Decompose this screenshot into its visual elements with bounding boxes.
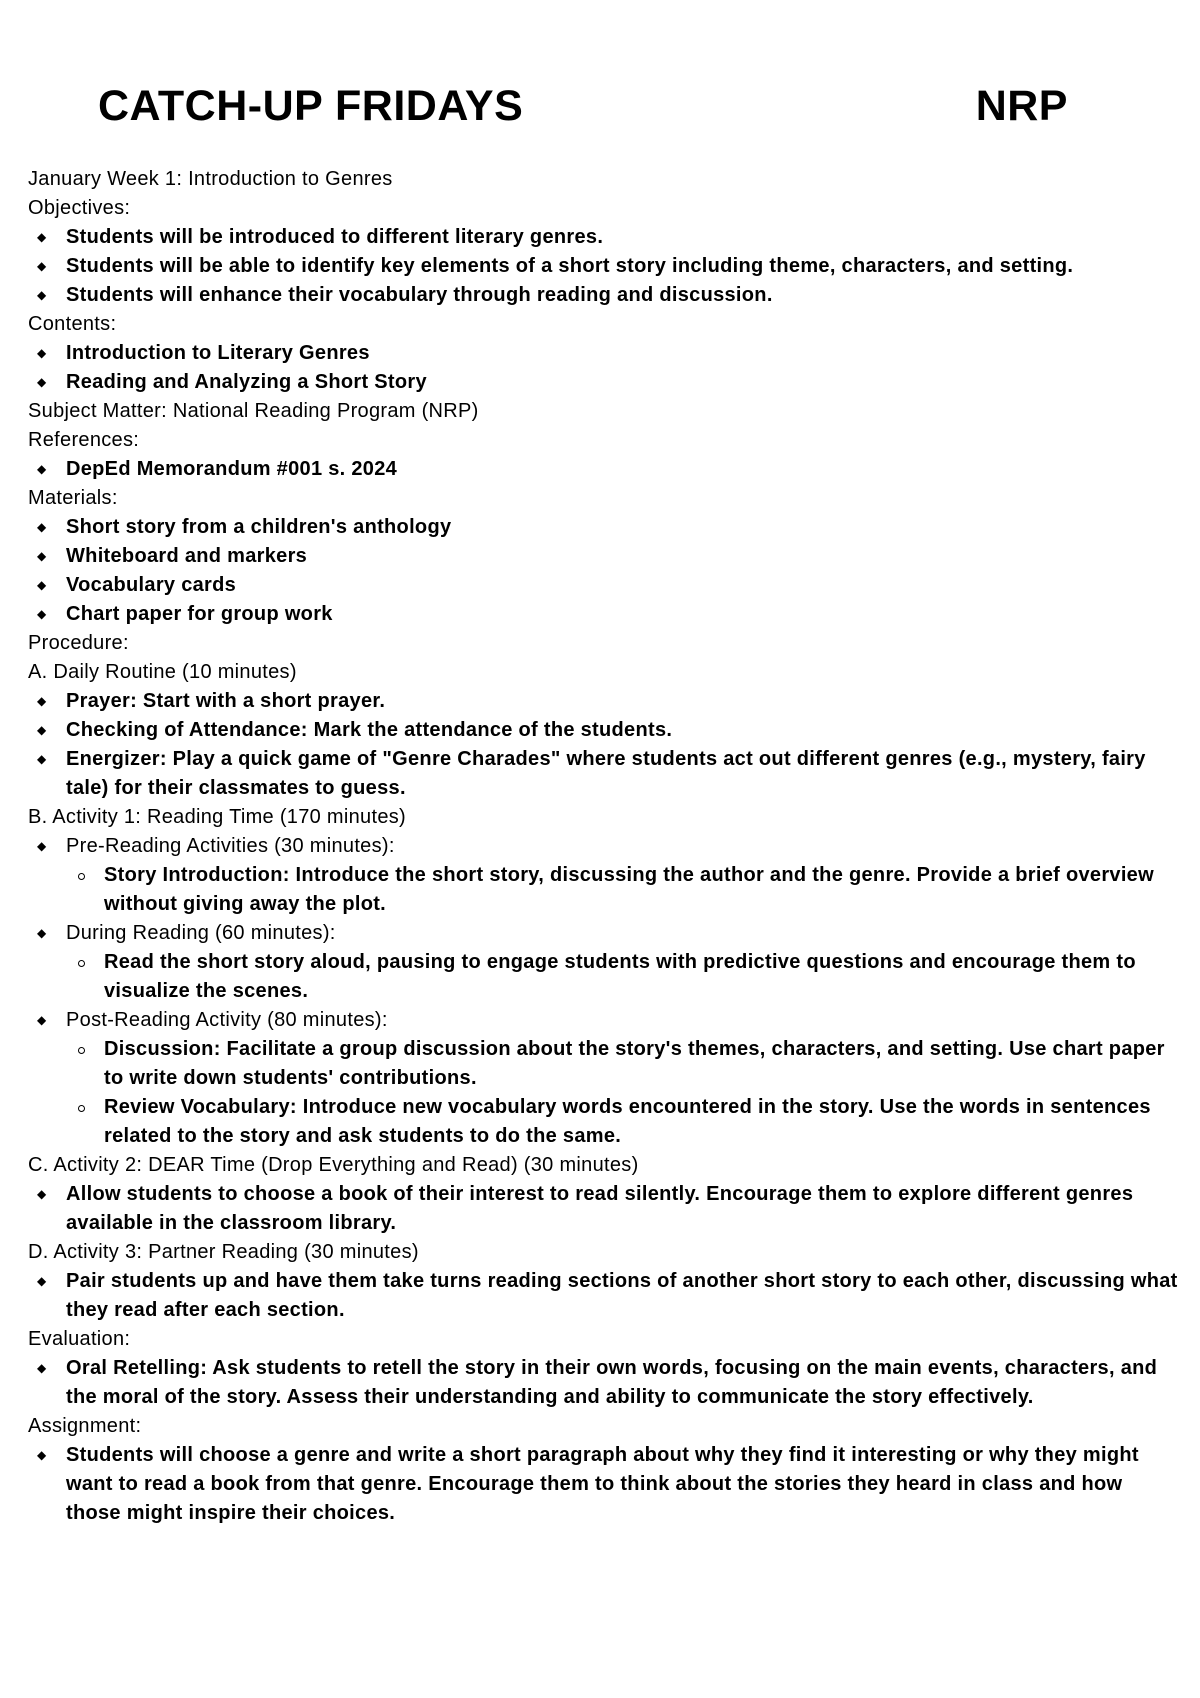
procedure-d-heading: D. Activity 3: Partner Reading (30 minutes) — [28, 1241, 419, 1263]
procedure-d-list — [28, 1267, 1178, 1325]
list-item — [28, 919, 1178, 1006]
list-item: ◆ Pair students up and have them take turns reading sections of another short story to each other, discussing what they read after each section. — [28, 1267, 1178, 1325]
procedure-heading: Procedure: — [28, 632, 129, 654]
list-item — [28, 1006, 1178, 1151]
list-item: ◆ Students will choose a genre and write a short paragraph about why they find it interesting or why they might want to read a book from that genre. Encourage them to think about the stories they heard in class and how those might inspire their choices. — [28, 1441, 1178, 1528]
procedure-a-list — [28, 687, 1178, 803]
list-item: ◆ Prayer: Start with a short prayer. — [28, 687, 1178, 716]
sub-list-item: Discussion: Facilitate a group discussion about the story's themes, characters, and setting. Use chart paper to write down students' contributions. — [28, 1035, 1178, 1093]
list-item: ◆ DepEd Memorandum #001 s. 2024 — [28, 455, 1178, 484]
during-reading-label: During Reading (60 minutes): — [66, 922, 336, 944]
lesson-plan-body — [28, 165, 1178, 1528]
materials-list — [28, 513, 1178, 629]
references-list — [28, 455, 1178, 484]
program-label: NRP — [975, 82, 1068, 130]
sub-list-item: Review Vocabulary: Introduce new vocabulary words encountered in the story. Use the words in sentences related to the story and ask students to do the same. — [28, 1093, 1178, 1151]
post-reading-sublist — [66, 1035, 1178, 1151]
materials-heading: Materials: — [28, 487, 118, 509]
post-reading-label: Post-Reading Activity (80 minutes): — [66, 1009, 388, 1031]
list-item: ◆ Introduction to Literary Genres — [28, 339, 1178, 368]
list-item: ◆ Allow students to choose a book of their interest to read silently. Encourage them to explore different genres available in the classroom library. — [28, 1180, 1178, 1238]
references-heading: References: — [28, 429, 140, 451]
procedure-a-heading: A. Daily Routine (10 minutes) — [28, 661, 297, 683]
list-item: ◆ Students will be introduced to different literary genres. — [28, 223, 1178, 252]
list-item: ◆ Chart paper for group work — [28, 600, 1178, 629]
assignment-heading: Assignment: — [28, 1415, 142, 1437]
procedure-b-list — [28, 832, 1178, 1151]
list-item: ◆ Short story from a children's anthology — [28, 513, 1178, 542]
lesson-title: January Week 1: Introduction to Genres — [28, 168, 393, 190]
during-reading-sublist — [66, 948, 1178, 1006]
procedure-c-list — [28, 1180, 1178, 1238]
list-item: ◆ Vocabulary cards — [28, 571, 1178, 600]
contents-list — [28, 339, 1178, 397]
list-item: ◆ Oral Retelling: Ask students to retell the story in their own words, focusing on the main events, characters, and the moral of the story. Assess their understanding and ability to communicate the story effectively. — [28, 1354, 1178, 1412]
list-item: ◆ Checking of Attendance: Mark the attendance of the students. — [28, 716, 1178, 745]
pre-reading-sublist — [66, 861, 1178, 919]
list-item: ◆ Energizer: Play a quick game of "Genre Charades" where students act out different genres (e.g., mystery, fairy tale) for their classmates to guess. — [28, 745, 1178, 803]
objectives-heading: Objectives: — [28, 197, 131, 219]
list-item: ◆ Students will enhance their vocabulary through reading and discussion. — [28, 281, 1178, 310]
sub-list-item: Read the short story aloud, pausing to engage students with predictive questions and encourage them to visualize the scenes. — [28, 948, 1178, 1006]
list-item: ◆ Reading and Analyzing a Short Story — [28, 368, 1178, 397]
pre-reading-label: Pre-Reading Activities (30 minutes): — [66, 835, 395, 857]
list-item: ◆ Whiteboard and markers — [28, 542, 1178, 571]
objectives-list — [28, 223, 1178, 310]
document-header — [98, 78, 1068, 134]
subject-matter: Subject Matter: National Reading Program (NRP) — [28, 400, 479, 422]
list-item — [28, 832, 1178, 919]
assignment-list — [28, 1441, 1178, 1528]
procedure-c-heading: C. Activity 2: DEAR Time (Drop Everything and Read) (30 minutes) — [28, 1154, 639, 1176]
document-title: CATCH-UP FRIDAYS — [98, 82, 524, 130]
contents-heading: Contents: — [28, 313, 117, 335]
evaluation-list — [28, 1354, 1178, 1412]
sub-list-item: Story Introduction: Introduce the short story, discussing the author and the genre. Provide a brief overview without giving away the plot. — [28, 861, 1178, 919]
procedure-b-heading: B. Activity 1: Reading Time (170 minutes) — [28, 806, 407, 828]
evaluation-heading: Evaluation: — [28, 1328, 131, 1350]
list-item: ◆ Students will be able to identify key elements of a short story including theme, characters, and setting. — [28, 252, 1178, 281]
